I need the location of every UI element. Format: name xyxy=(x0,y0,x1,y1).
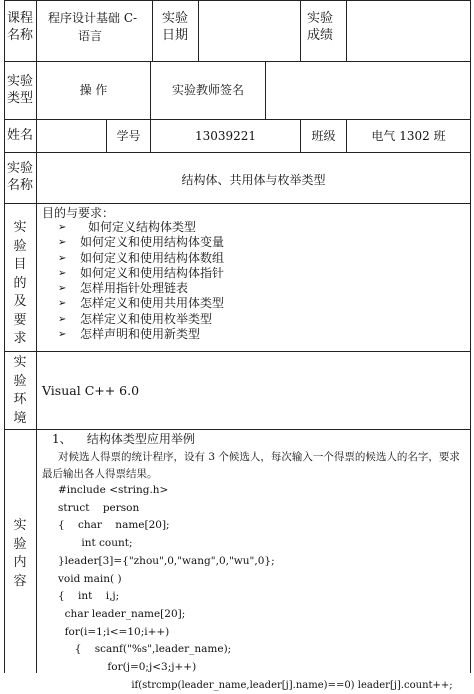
code-line: char leader_name[20]; xyxy=(58,607,186,620)
col-divider xyxy=(198,0,199,61)
experiment-score-label-line1: 实验 xyxy=(307,11,334,26)
code-line: int count; xyxy=(58,537,133,550)
arrow-bullet-icon: ➢ xyxy=(58,267,67,279)
class-value: 电气 1302 班 xyxy=(371,129,446,143)
col-divider xyxy=(152,0,153,61)
objectives-list xyxy=(58,220,224,342)
course-name-value xyxy=(48,10,137,44)
arrow-bullet-icon: ➢ xyxy=(58,237,67,249)
arrow-bullet-icon: ➢ xyxy=(58,222,67,233)
experiment-score-label-line2: 成绩 xyxy=(307,28,334,43)
objectives-heading: 目的与要求： xyxy=(42,206,115,220)
experiment-type-label-line1: 实验 xyxy=(7,74,34,89)
experiment-type-label-line2: 类型 xyxy=(7,91,34,106)
experiment-score-label xyxy=(307,10,333,44)
content-description-line1: 对候选人得票的统计程序，设有 3 个候选人，每次输入一个得票的候选人的名字，要求 xyxy=(58,451,460,463)
code-line: struct person xyxy=(58,501,140,514)
list-item: ➢ 怎样定义和使用共用体类型 xyxy=(58,296,225,311)
student-id-label: 学号 xyxy=(116,129,141,143)
course-name-line2: 语言 xyxy=(78,29,103,43)
student-id-value: 13039221 xyxy=(194,129,257,143)
col-divider xyxy=(346,0,347,61)
col-divider xyxy=(300,0,301,61)
list-item: ➢ 怎样定义和使用枚举类型 xyxy=(58,311,213,326)
code-line: for(j=0;j<3;j++) xyxy=(74,661,197,674)
arrow-bullet-icon: ➢ xyxy=(58,313,67,325)
content-description-line2: 最后输出各人得票结果。 xyxy=(42,468,158,480)
environment-value: Visual C++ 6.0 xyxy=(42,383,140,398)
content-label: 实验内容 xyxy=(13,518,27,589)
experiment-date-label-line1: 实验 xyxy=(162,11,189,26)
experiment-date-label-line2: 日期 xyxy=(162,28,189,43)
code-line: { int i,j; xyxy=(58,590,120,603)
row-divider xyxy=(4,152,470,153)
code-line: if(strcmp(leader_name,leader[j].name)==0) leader[j].count++; xyxy=(90,679,453,691)
course-name-label-line2: 名称 xyxy=(7,28,34,43)
code-line: void main( ) xyxy=(58,572,122,585)
table-border-top xyxy=(4,0,470,1)
row-divider xyxy=(4,429,470,430)
experiment-name-label-line2: 名称 xyxy=(7,178,34,193)
code-line: { char name[20]; xyxy=(58,519,170,532)
row-divider xyxy=(4,351,470,352)
arrow-bullet-icon: ➢ xyxy=(58,298,67,310)
code-block xyxy=(42,482,472,694)
code-line: #include <string.h> xyxy=(58,484,169,496)
list-item: ➢ 如何定义和使用结构体指针 xyxy=(58,265,225,280)
course-name-label-line1: 课程 xyxy=(7,11,34,26)
experiment-type-label xyxy=(7,73,33,107)
code-line: { scanf("%s",leader_name); xyxy=(58,643,232,656)
col-divider xyxy=(265,61,266,119)
experiment-name-label-line1: 实验 xyxy=(7,161,34,176)
arrow-bullet-icon: ➢ xyxy=(58,283,67,295)
experiment-name-value: 结构体、共用体与枚举类型 xyxy=(181,173,326,187)
list-item: ➢ 如何定义和使用结构体变量 xyxy=(58,235,225,250)
label-column-divider xyxy=(36,0,37,673)
list-item: ➢ 如何定义和使用结构体数组 xyxy=(58,250,225,265)
course-name-label xyxy=(7,10,33,44)
list-item: ➢ 怎样声明和使用新类型 xyxy=(58,327,201,342)
arrow-bullet-icon: ➢ xyxy=(58,329,67,341)
course-name-line1: 程序设计基础 C- xyxy=(48,11,138,25)
experiment-type-value: 操 作 xyxy=(79,83,108,97)
code-line: for(i=1;i<=10;i++) xyxy=(58,625,170,638)
code-line: }leader[3]={"zhou",0,"wang",0,"wu",0}; xyxy=(58,554,275,567)
list-item: ➢ 怎样用指针处理链表 xyxy=(58,281,189,296)
environment-label: 实验环境 xyxy=(13,355,27,426)
teacher-signature-label: 实验教师签名 xyxy=(171,83,244,97)
experiment-name-label xyxy=(7,160,33,194)
table-border-left xyxy=(4,0,5,673)
row-divider xyxy=(4,119,470,120)
experiment-date-label xyxy=(162,10,188,44)
row-divider xyxy=(4,61,470,62)
section-heading: 1、 结构体类型应用举例 xyxy=(52,432,195,446)
list-item: ➢ 如何定义结构体类型 xyxy=(58,220,197,234)
arrow-bullet-icon: ➢ xyxy=(58,252,67,264)
objectives-label: 实验目的及要求 xyxy=(13,220,27,346)
student-name-label: 姓名 xyxy=(7,128,34,143)
row-divider xyxy=(4,203,470,204)
class-label: 班级 xyxy=(311,129,336,143)
